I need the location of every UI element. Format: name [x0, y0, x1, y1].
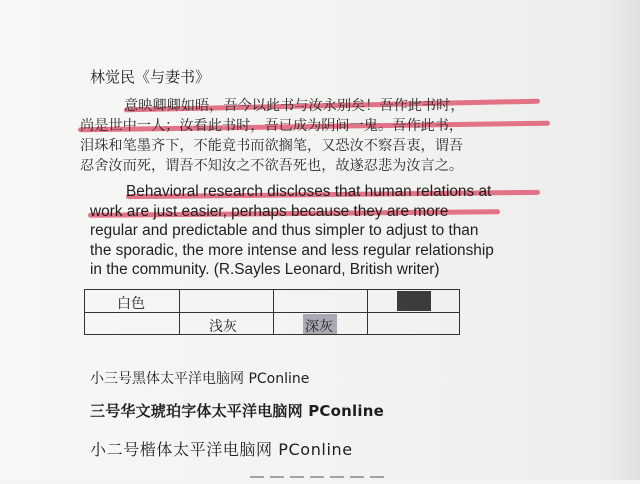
chinese-line: 忍舍汝而死，谓吾不知汝之不欲吾死也，故遂忍悲为汝言之。: [80, 158, 464, 174]
english-line: in the community. (R.Sayles Leonard, British writer): [90, 261, 440, 279]
white-label: 白色: [117, 296, 145, 312]
cut-off-text-remnant: [250, 470, 530, 484]
document-title: 林觉民《与妻书》: [90, 68, 211, 86]
page-edge-shadow: [604, 0, 640, 480]
english-line: work are just easier, perhaps because they are more: [90, 202, 449, 220]
chinese-line: 泪珠和笔墨齐下，不能竟书而欲搁笔，又恐汝不察吾衷，谓吾: [80, 138, 464, 154]
color-table: [84, 289, 460, 335]
english-line: regular and predictable and thus simpler to adjust to than: [90, 222, 479, 240]
black-swatch: [397, 291, 431, 311]
english-paragraph: [90, 182, 560, 280]
font-sample-hupo: 三号华文琥珀字体太平洋电脑网 PConline: [90, 402, 384, 420]
font-sample-kaiti: 小二号楷体太平洋电脑网 PConline: [90, 440, 353, 459]
english-line: Behavioral research discloses that human relations at: [126, 183, 492, 200]
light-gray-label: 浅灰: [209, 319, 237, 335]
chinese-line: 意映卿卿如晤，吾今以此书与汝永别矣！吾作此书时，: [124, 98, 465, 114]
english-line: the sporadic, the more intense and less regular relationship: [90, 241, 494, 259]
chinese-paragraph: [80, 96, 550, 176]
dark-gray-label: 深灰: [305, 319, 333, 335]
font-sample-heiti: 小三号黑体太平洋电脑网 PConline: [90, 371, 310, 387]
chinese-line: 尚是世中一人；汝看此书时，吾已成为阴间一鬼。吾作此书，: [80, 118, 464, 134]
